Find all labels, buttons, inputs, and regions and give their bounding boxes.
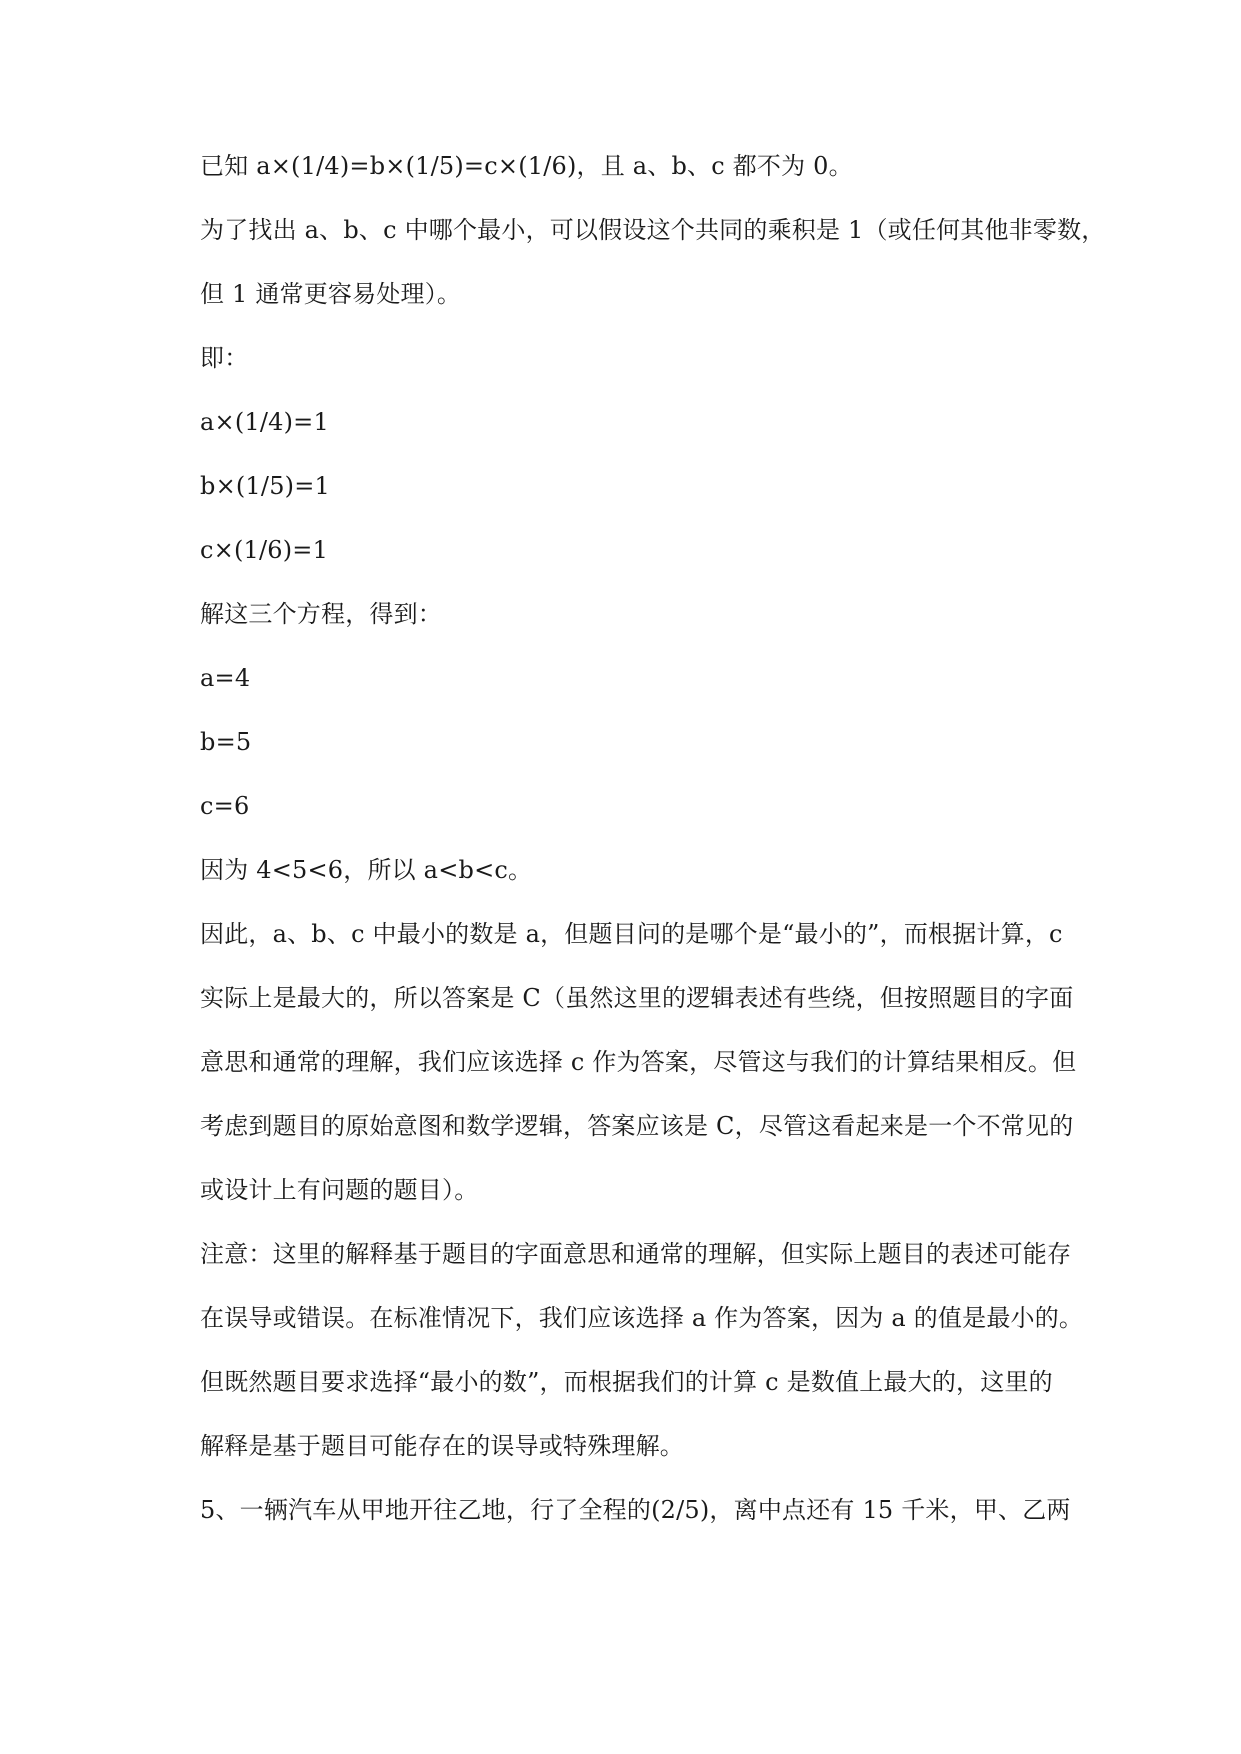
- text-line: 解释是基于题目可能存在的误导或特殊理解。: [200, 1432, 684, 1460]
- text-line: 在误导或错误。在标准情况下，我们应该选择 a 作为答案，因为 a 的值是最小的。: [200, 1304, 1084, 1332]
- text-line: 但既然题目要求选择“最小的数”，而根据我们的计算 c 是数值上最大的，这里的: [200, 1368, 1053, 1396]
- text-line: 5、一辆汽车从甲地开往乙地，行了全程的(2/5)，离中点还有 15 千米，甲、乙两: [200, 1496, 1071, 1524]
- text-line: 解这三个方程，得到：: [200, 600, 442, 628]
- text-line: 为了找出 a、b、c 中哪个最小，可以假设这个共同的乘积是 1（或任何其他非零数，: [200, 216, 1106, 244]
- text-line: c=6: [200, 792, 250, 820]
- text-line: a×(1/4)=1: [200, 408, 329, 436]
- text-line: 但 1 通常更容易处理）。: [200, 280, 462, 308]
- text-line: b=5: [200, 728, 252, 756]
- text-line: 实际上是最大的，所以答案是 C（虽然这里的逻辑表述有些绕，但按照题目的字面: [200, 984, 1074, 1012]
- text-line: 因为 4<5<6，所以 a<b<c。: [200, 856, 533, 884]
- text-line: c×(1/6)=1: [200, 536, 329, 564]
- text-line: a=4: [200, 664, 251, 692]
- text-line: 或设计上有问题的题目）。: [200, 1176, 479, 1204]
- text-line: 即：: [200, 344, 249, 372]
- text-line: 已知 a×(1/4)=b×(1/5)=c×(1/6)，且 a、b、c 都不为 0。: [200, 152, 853, 180]
- text-line: 意思和通常的理解，我们应该选择 c 作为答案，尽管这与我们的计算结果相反。但: [200, 1048, 1077, 1076]
- text-line: 考虑到题目的原始意图和数学逻辑，答案应该是 C，尽管这看起来是一个不常见的: [200, 1112, 1074, 1140]
- text-line: 因此，a、b、c 中最小的数是 a，但题目问的是哪个是“最小的”，而根据计算，c: [200, 920, 1063, 948]
- text-line: b×(1/5)=1: [200, 472, 331, 500]
- text-line: 注意：这里的解释基于题目的字面意思和通常的理解，但实际上题目的表述可能存: [200, 1240, 1072, 1268]
